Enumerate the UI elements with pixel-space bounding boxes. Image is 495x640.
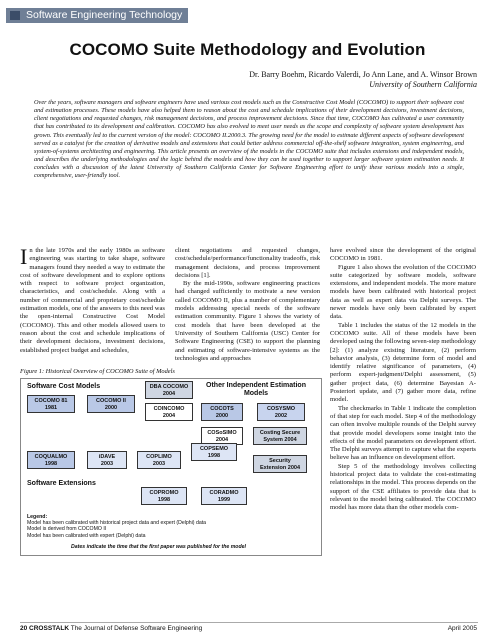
box-cocomo2 bbox=[87, 395, 135, 413]
paragraph-text: n the late 1970s and the early 1980s as software engineering was starting to take shape, software managers found they needed a way to estimate the cost of software development and to explore options with respect to software project organization, characteristics, and cost/schedule. Along with a number of commercial and proprietary cost/schedule estimation models, one of the answers to this need was the open-internal Constructive Cost Model (COCOMO). This and other models allowed users to reason about the cost and schedule implications of their development decisions, investment decisions, established project budget and schedules, bbox=[20, 247, 165, 354]
paragraph: Table 1 includes the status of the 12 models in the COCOMO suite. All of these models have been developed using the following seven-step methodology [2]: (1) analyze existing literature, (2) perform behavior analysis, (3) determine form of model and identify relative significance of parameters, (4) perform expert-judgment/Delphi assessment, (5) gather project data, (6) determine Bayesian A-Posteriori update, and (7) gather more data, refine model. bbox=[330, 321, 476, 404]
box-label: COSoSIMO 2004 bbox=[207, 430, 237, 443]
box-label: CORADMO 1999 bbox=[209, 490, 239, 503]
body-column-2 bbox=[175, 247, 320, 362]
box-coplimo bbox=[137, 451, 181, 469]
box-copromo bbox=[141, 487, 187, 505]
box-label: COSYSMO 2002 bbox=[266, 406, 296, 419]
box-label: COINCOMO 2004 bbox=[153, 406, 185, 419]
page-number: 20 bbox=[20, 625, 28, 632]
figure-note: Dates indicate the time that the first paper was published for the model bbox=[71, 544, 246, 550]
box-label: Security Extension 2004 bbox=[259, 458, 301, 471]
footer-rule bbox=[20, 622, 478, 623]
box-label: Costing Secure System 2004 bbox=[259, 430, 301, 443]
footer-date: April 2005 bbox=[447, 625, 477, 632]
box-costing-secure bbox=[253, 427, 307, 445]
paragraph bbox=[20, 244, 165, 355]
box-idave bbox=[87, 451, 127, 469]
box-label: iDAVE 2003 bbox=[98, 454, 116, 467]
abstract: Over the years, software managers and software engineers have used various cost models such as the Constructive Cost Model (COCOMO) to support their software cost and estimation processes. These models have also helped them to reason about the cost and schedule implications of their development decisions, investment decisions, client negotiations and requested changes, risk management decisions, and process improvement decisions. Since that time, COCOMO has cultivated a user community that has contributed to its development and calibration. COCOMO has also evolved to meet user needs as the scope and complexity of software system development has grown. This eventually led to the current version of the model: COCOMO II.2000.3. The growing need for the model to estimate different aspects of software development served as a catalyst for the creation of derivative models and extensions that could better address commercial off-the-shelf software integration, system engineering, and system-of-systems architecting and engineering. This article presents an overview of the models in the COCOMO suite that includes extensions and independent models, and describes the underlying methodologies and the logic behind the models and how they can be used together to support larger software system estimation needs. It concludes with a discussion of the latest University of Southern California Center for Software Engineering effort to unify these various models into a single, comprehensive, user-friendly tool. bbox=[34, 99, 464, 180]
box-label: DBA COCOMO 2004 bbox=[149, 384, 189, 397]
box-label: COPLIMO 2003 bbox=[146, 454, 172, 467]
box-label: COQUALMO 1998 bbox=[34, 454, 68, 467]
box-label: COCOMO II 2000 bbox=[96, 398, 126, 411]
paragraph: The checkmarks in Table 1 indicate the completion of that step for each model. Step 4 of the methodology can often involve multiple rounds of the Delphi survey that provide model developers some insight into the effects of the model parameters on development effort. The Delphi surveys attempt to capture what the experts believe has an influence on development effort. bbox=[330, 404, 476, 462]
journal-name: The Journal of Defense Software Engineering bbox=[70, 625, 203, 632]
body-column-1 bbox=[20, 244, 165, 355]
figure-caption: Figure 1: Historical Overview of COCOMO Suite of Models bbox=[20, 368, 175, 375]
byline bbox=[249, 70, 477, 90]
paragraph: Figure 1 also shows the evolution of the COCOMO suite categorized by software models, software extensions, and independent models. The more mature models have been calibrated with historical project data as well as expert data via Delphi surveys. The newer models have only been calibrated by expert data. bbox=[330, 263, 476, 321]
author-names: Dr. Barry Boehm, Ricardo Valerdi, Jo Ann Lane, and A. Winsor Brown bbox=[249, 70, 477, 79]
figure-diagram bbox=[20, 378, 322, 556]
section-other-independent: Other Independent Estimation Models bbox=[206, 382, 306, 397]
box-coincomo bbox=[145, 403, 193, 421]
section-software-cost-models: Software Cost Models bbox=[27, 383, 101, 390]
box-copsemo bbox=[191, 443, 237, 461]
figure-legend bbox=[27, 514, 312, 539]
legend-title: Legend: bbox=[27, 514, 48, 520]
paragraph: Step 5 of the methodology involves collecting historical project data to validate the cost-estimating relationships in the model. This process depends on the support of the CSE affiliates to provide data that is relevant to the model being calibrated. The COCOMO model has more data than the other models com- bbox=[330, 462, 476, 512]
section-header-text: Software Engineering Technology bbox=[26, 9, 183, 21]
box-security-extension bbox=[253, 455, 307, 473]
box-label: COCOTS 2000 bbox=[210, 406, 234, 419]
box-coradmo bbox=[201, 487, 247, 505]
drop-cap: I bbox=[20, 244, 28, 269]
author-affiliation: University of Southern California bbox=[369, 80, 477, 89]
journal-brand: CROSSTALK bbox=[29, 625, 70, 632]
paragraph: By the mid-1990s, software engineering practices had changed sufficiently to motivate a new version called COCOMO II, plus a number of complementary models addressing special needs of the software estimation community. Figure 1 shows the variety of cost models that have been developed at the University of Southern California (USC) Center for Software Engineering (CSE) to support the planning and estimating of software-intensive systems as the technologies and approaches bbox=[175, 280, 320, 362]
box-label: COCOMO 81 1981 bbox=[34, 398, 68, 411]
paragraph: client negotiations and requested changes, cost/schedule/performance/functionality tradeoffs, risk management decisions, and process improvement decisions [1]. bbox=[175, 247, 320, 279]
section-square-icon bbox=[10, 11, 20, 20]
box-dbacocomo bbox=[145, 381, 193, 399]
legend-item: Model has been calibrated with expert (Delphi) data bbox=[27, 532, 146, 539]
legend-item: Model is derived from COCOMO II bbox=[27, 526, 107, 533]
box-label: COPSEMO 1998 bbox=[199, 446, 229, 459]
legend-item: Model has been calibrated with historical project data and expert (Delphi) data bbox=[27, 520, 207, 527]
footer-left bbox=[20, 625, 202, 632]
box-cosysmo bbox=[257, 403, 305, 421]
box-cocots bbox=[201, 403, 243, 421]
paragraph: have evolved since the development of the original COCOMO in 1981. bbox=[330, 247, 476, 263]
box-coqualmo bbox=[27, 451, 75, 469]
section-header bbox=[6, 8, 188, 23]
box-cocomo81 bbox=[27, 395, 75, 413]
body-column-3 bbox=[330, 247, 476, 513]
article-title: COCOMO Suite Methodology and Evolution bbox=[69, 40, 426, 59]
box-label: COPROMO 1998 bbox=[149, 490, 179, 503]
section-software-extensions: Software Extensions bbox=[27, 480, 96, 487]
